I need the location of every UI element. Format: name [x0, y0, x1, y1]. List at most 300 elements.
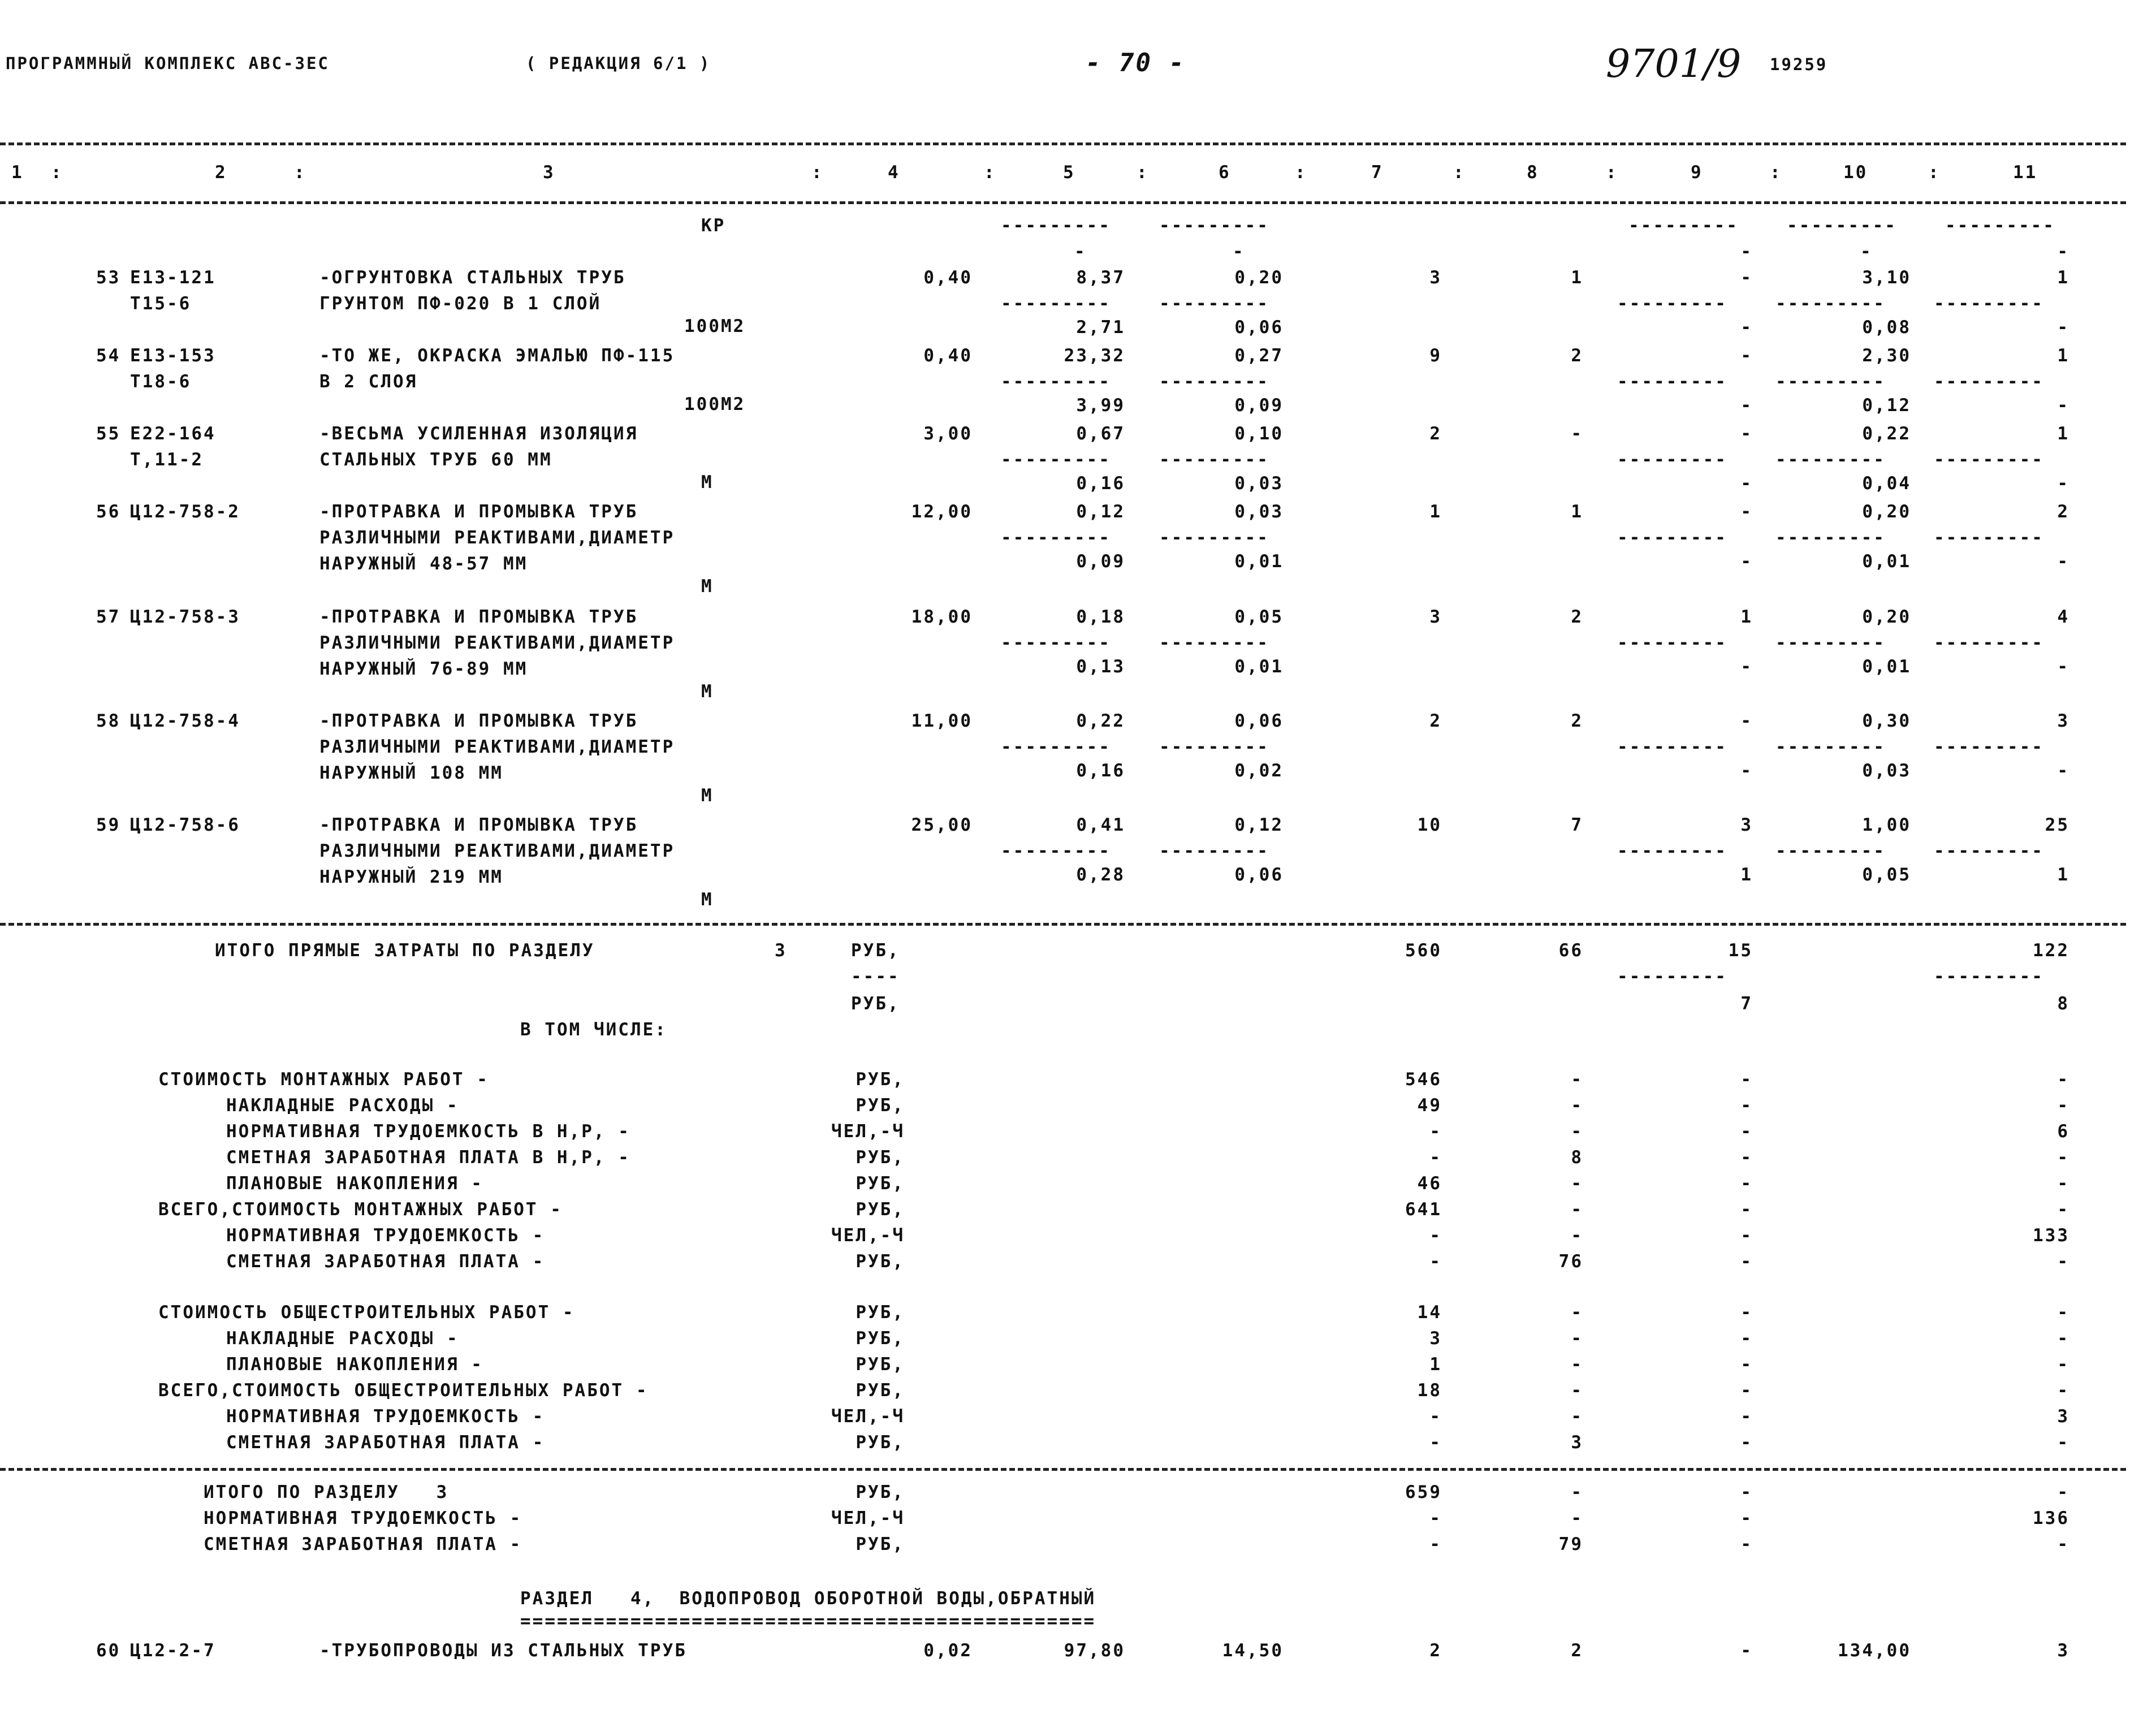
- col10-separator: ---------: [1787, 215, 1897, 236]
- col10-separator: ---------: [1775, 293, 1886, 314]
- summary-col8: -: [1571, 1406, 1583, 1427]
- item-col5-second: 0,16: [1076, 761, 1125, 781]
- item-code: Е22-164: [130, 424, 216, 444]
- summary-col9: -: [1740, 1147, 1753, 1168]
- item-col6: 0,05: [1234, 607, 1284, 627]
- col-header-4: 4: [888, 162, 900, 183]
- col5-separator: ---------: [1001, 841, 1111, 861]
- item-code: Т18-6: [130, 372, 192, 392]
- col9-dash: -: [1740, 241, 1753, 262]
- section-total-col8: 66: [1558, 940, 1583, 961]
- item-unit: М: [701, 681, 714, 702]
- summary-col8: -: [1571, 1328, 1583, 1349]
- item-col11-second: -: [2057, 473, 2069, 494]
- col-header-8: 8: [1527, 162, 1539, 183]
- section-total-unit: РУБ,: [851, 940, 900, 961]
- handwritten-code: 9701/9: [1606, 42, 1742, 87]
- col9-separator: ---------: [1628, 215, 1739, 236]
- summary-label: СМЕТНАЯ ЗАРАБОТНАЯ ПЛАТА -: [226, 1251, 545, 1272]
- summary-col9: -: [1740, 1534, 1753, 1554]
- item-col10: 134,00: [1838, 1640, 1911, 1661]
- edition-label: ( РЕДАКЦИЯ 6/1 ): [526, 54, 711, 73]
- item-col9-second: -: [1740, 395, 1753, 416]
- item-col7: 2: [1429, 424, 1442, 444]
- item-col11-second: -: [2057, 317, 2069, 338]
- col5-separator: ---------: [1001, 450, 1111, 470]
- item-col8: 2: [1571, 1640, 1583, 1661]
- col-header-11: 11: [2013, 162, 2038, 183]
- item-description: -ВЕСЬМА УСИЛЕННАЯ ИЗОЛЯЦИЯ: [319, 424, 638, 444]
- item-col11: 4: [2057, 607, 2069, 627]
- item-quantity: 0,40: [923, 346, 973, 366]
- item-col8: 7: [1571, 815, 1583, 835]
- col-header-9: 9: [1691, 162, 1703, 183]
- summary-col7: -: [1429, 1534, 1442, 1554]
- col10-dash: -: [1860, 241, 1873, 262]
- item-quantity: 11,00: [911, 711, 973, 731]
- item-quantity: 0,02: [923, 1640, 973, 1661]
- item-description: -ПРОТРАВКА И ПРОМЫВКА ТРУБ: [319, 711, 638, 731]
- col5-dash: -: [1074, 241, 1087, 262]
- summary-unit: ЧЕЛ,-Ч: [831, 1406, 905, 1427]
- item-description: РАЗЛИЧНЫМИ РЕАКТИВАМИ,ДИАМЕТР: [319, 633, 675, 653]
- col10-separator: ---------: [1775, 450, 1886, 470]
- item-col5-second: 0,28: [1076, 865, 1125, 885]
- item-col10: 0,20: [1862, 607, 1911, 627]
- col11-separator: ---------: [1934, 633, 2044, 653]
- item-col11: 2: [2057, 502, 2069, 522]
- item-col11: 3: [2057, 1640, 2069, 1661]
- col11-separator: ---------: [1934, 293, 2044, 314]
- summary-col7: 1: [1429, 1354, 1442, 1375]
- summary-col11: 136: [2033, 1508, 2069, 1528]
- summary-col9: -: [1740, 1173, 1753, 1194]
- item-col8: 1: [1571, 267, 1583, 288]
- col11-separator: ---------: [1945, 215, 2055, 236]
- item-quantity: 12,00: [911, 502, 973, 522]
- item-col6: 0,03: [1234, 502, 1284, 522]
- summary-col9: -: [1740, 1069, 1753, 1090]
- summary-label: СТОИМОСТЬ ОБЩЕСТРОИТЕЛЬНЫХ РАБОТ -: [158, 1302, 575, 1323]
- item-col7: 10: [1417, 815, 1442, 835]
- summary-unit: ЧЕЛ,-Ч: [831, 1508, 905, 1528]
- item-col5-second: 3,99: [1076, 395, 1125, 416]
- item-col8: -: [1571, 424, 1583, 444]
- summary-col8: -: [1571, 1069, 1583, 1090]
- summary-unit: РУБ,: [856, 1534, 905, 1554]
- summary-col9: -: [1740, 1482, 1753, 1502]
- summary-col8: -: [1571, 1482, 1583, 1502]
- item-number: 57: [96, 607, 121, 627]
- item-number: 54: [96, 346, 121, 366]
- summary-col11: -: [2057, 1251, 2069, 1272]
- summary-col7: 641: [1405, 1199, 1442, 1220]
- item-col7: 3: [1429, 607, 1442, 627]
- summary-col9: -: [1740, 1406, 1753, 1427]
- item-col6: 0,20: [1234, 267, 1284, 288]
- item-code: Е13-153: [130, 346, 216, 366]
- col-sep: :: [1606, 162, 1618, 183]
- section-total-col9-separator: ---------: [1617, 966, 1727, 987]
- summary-unit: РУБ,: [856, 1199, 905, 1220]
- item-col5: 0,67: [1076, 424, 1125, 444]
- summary-label: НАКЛАДНЫЕ РАСХОДЫ -: [226, 1328, 459, 1349]
- summary-col11: -: [2057, 1302, 2069, 1323]
- item-unit: М: [701, 785, 714, 806]
- summary-col8: -: [1571, 1095, 1583, 1116]
- item-col11: 25: [2045, 815, 2069, 835]
- item-col11-second: -: [2057, 395, 2069, 416]
- item-description: ГРУНТОМ ПФ-020 В 1 СЛОЙ: [319, 293, 602, 314]
- summary-col7: 546: [1405, 1069, 1442, 1090]
- col5-separator: ---------: [1001, 372, 1111, 392]
- summary-label: СМЕТНАЯ ЗАРАБОТНАЯ ПЛАТА -: [226, 1432, 545, 1453]
- summary-unit: ЧЕЛ,-Ч: [831, 1225, 905, 1246]
- item-col9-second: 1: [1740, 865, 1753, 885]
- summary-col9: -: [1740, 1121, 1753, 1142]
- col11-separator: ---------: [1934, 450, 2044, 470]
- item-description: -ТРУБОПРОВОДЫ ИЗ СТАЛЬНЫХ ТРУБ: [319, 1640, 687, 1661]
- col10-separator: ---------: [1775, 737, 1886, 757]
- col-header-3: 3: [543, 162, 555, 183]
- item-quantity: 18,00: [911, 607, 973, 627]
- item-code: Т15-6: [130, 293, 192, 314]
- summary-col8: -: [1571, 1225, 1583, 1246]
- item-col7: 1: [1429, 502, 1442, 522]
- item-number: 53: [96, 267, 121, 288]
- col-header-5: 5: [1063, 162, 1075, 183]
- summary-col7: 18: [1417, 1380, 1442, 1401]
- item-col10-second: 0,04: [1862, 473, 1911, 494]
- col6-separator: ---------: [1159, 633, 1269, 653]
- item-col5: 23,32: [1064, 346, 1125, 366]
- item-col7: 3: [1429, 267, 1442, 288]
- summary-col11: -: [2057, 1147, 2069, 1168]
- summary-unit: РУБ,: [856, 1482, 905, 1502]
- document-number: 19259: [1770, 55, 1828, 74]
- summary-col7: 3: [1429, 1328, 1442, 1349]
- col10-separator: ---------: [1775, 528, 1886, 548]
- col11-separator: ---------: [1934, 841, 2044, 861]
- item-col9-second: -: [1740, 657, 1753, 677]
- item-col10-second: 0,01: [1862, 657, 1911, 677]
- item-col10-second: 0,05: [1862, 865, 1911, 885]
- item-number: 56: [96, 502, 121, 522]
- final-total-rule: [0, 1468, 2126, 1471]
- col-header-10: 10: [1843, 162, 1868, 183]
- item-col11: 3: [2057, 711, 2069, 731]
- summary-col7: 14: [1417, 1302, 1442, 1323]
- summary-col11: 3: [2057, 1406, 2069, 1427]
- summary-col11: -: [2057, 1095, 2069, 1116]
- item-col6-second: 0,01: [1234, 551, 1284, 572]
- col-sep: :: [51, 162, 63, 183]
- col5-separator: ---------: [1001, 633, 1111, 653]
- col9-separator: ---------: [1617, 450, 1727, 470]
- item-unit: 100М2: [684, 316, 746, 336]
- item-col10-second: 0,01: [1862, 551, 1911, 572]
- item-col9: -: [1740, 424, 1753, 444]
- col-header-6: 6: [1219, 162, 1231, 183]
- summary-col9: -: [1740, 1354, 1753, 1375]
- col11-separator: ---------: [1934, 528, 2044, 548]
- summary-col9: -: [1740, 1225, 1753, 1246]
- col-sep: :: [1295, 162, 1307, 183]
- summary-col8: -: [1571, 1173, 1583, 1194]
- item-col10: 0,30: [1862, 711, 1911, 731]
- col10-separator: ---------: [1775, 841, 1886, 861]
- item-unit: М: [701, 889, 714, 910]
- item-description: -ТО ЖЕ, ОКРАСКА ЭМАЛЬЮ ПФ-115: [319, 346, 675, 366]
- col-sep: :: [1137, 162, 1149, 183]
- program-title: ПРОГРАММНЫЙ КОМПЛЕКС АВС-3ЕС: [6, 54, 330, 73]
- summary-col11: -: [2057, 1432, 2069, 1453]
- col-sep: :: [1453, 162, 1466, 183]
- item-col9-second: -: [1740, 761, 1753, 781]
- item-col10: 3,10: [1862, 267, 1911, 288]
- summary-unit: РУБ,: [856, 1380, 905, 1401]
- summary-col7: -: [1429, 1508, 1442, 1528]
- col10-separator: ---------: [1775, 633, 1886, 653]
- summary-label: ВСЕГО,СТОИМОСТЬ МОНТАЖНЫХ РАБОТ -: [158, 1199, 563, 1220]
- summary-label: СМЕТНАЯ ЗАРАБОТНАЯ ПЛАТА В Н,Р, -: [226, 1147, 630, 1168]
- summary-col11: -: [2057, 1354, 2069, 1375]
- summary-unit: ЧЕЛ,-Ч: [831, 1121, 905, 1142]
- item-col5-second: 0,16: [1076, 473, 1125, 494]
- col9-separator: ---------: [1617, 737, 1727, 757]
- section-total-unit-separator: ----: [851, 966, 900, 987]
- item-description: -ПРОТРАВКА И ПРОМЫВКА ТРУБ: [319, 502, 638, 522]
- col6-separator: ---------: [1159, 528, 1269, 548]
- summary-col7: -: [1429, 1147, 1442, 1168]
- summary-col9: -: [1740, 1095, 1753, 1116]
- col6-separator: ---------: [1159, 450, 1269, 470]
- col9-separator: ---------: [1617, 841, 1727, 861]
- item-code: Ц12-758-4: [130, 711, 240, 731]
- summary-col7: -: [1429, 1121, 1442, 1142]
- item-col5: 0,41: [1076, 815, 1125, 835]
- item-col5-second: 0,13: [1076, 657, 1125, 677]
- section-total-col7: 560: [1405, 940, 1442, 961]
- item-col10-second: 0,12: [1862, 395, 1911, 416]
- item-col9: -: [1740, 346, 1753, 366]
- summary-col8: -: [1571, 1354, 1583, 1375]
- col11-separator: ---------: [1934, 737, 2044, 757]
- item-col9-second: -: [1740, 473, 1753, 494]
- col5-separator: ---------: [1001, 737, 1111, 757]
- item-col11: 1: [2057, 424, 2069, 444]
- summary-col8: 79: [1558, 1534, 1583, 1554]
- item-number: 59: [96, 815, 121, 835]
- summary-col8: -: [1571, 1508, 1583, 1528]
- item-code: Ц12-758-3: [130, 607, 240, 627]
- item-col6-second: 0,03: [1234, 473, 1284, 494]
- including-label: В ТОМ ЧИСЛЕ:: [520, 1020, 667, 1040]
- col6-separator: ---------: [1159, 372, 1269, 392]
- summary-unit: РУБ,: [856, 1069, 905, 1090]
- summary-col9: -: [1740, 1328, 1753, 1349]
- col6-separator: ---------: [1159, 841, 1269, 861]
- item-description: НАРУЖНЫЙ 48-57 ММ: [319, 554, 528, 574]
- summary-col9: -: [1740, 1380, 1753, 1401]
- item-col5: 97,80: [1064, 1640, 1125, 1661]
- col5-separator: ---------: [1001, 215, 1111, 236]
- item-description: В 2 СЛОЯ: [319, 372, 418, 392]
- summary-label: СТОИМОСТЬ МОНТАЖНЫХ РАБОТ -: [158, 1069, 489, 1090]
- col-header-1: 1: [11, 162, 24, 183]
- col9-separator: ---------: [1617, 528, 1727, 548]
- col-sep: :: [1770, 162, 1782, 183]
- item-col11: 1: [2057, 267, 2069, 288]
- summary-label: ПЛАНОВЫЕ НАКОПЛЕНИЯ -: [226, 1354, 483, 1375]
- item-col9: -: [1740, 502, 1753, 522]
- summary-label: НОРМАТИВНАЯ ТРУДОЕМКОСТЬ -: [226, 1406, 545, 1427]
- col5-separator: ---------: [1001, 528, 1111, 548]
- item-unit: М: [701, 576, 714, 597]
- summary-col9: -: [1740, 1302, 1753, 1323]
- item-unit: 100М2: [684, 394, 746, 414]
- item-col8: 2: [1571, 346, 1583, 366]
- summary-unit: РУБ,: [856, 1354, 905, 1375]
- summary-label: НОРМАТИВНАЯ ТРУДОЕМКОСТЬ В Н,Р, -: [226, 1121, 630, 1142]
- col-sep: :: [1928, 162, 1941, 183]
- col9-separator: ---------: [1617, 372, 1727, 392]
- summary-unit: РУБ,: [856, 1328, 905, 1349]
- item-description: НАРУЖНЫЙ 108 ММ: [319, 763, 503, 783]
- col9-separator: ---------: [1617, 633, 1727, 653]
- item-col6-second: 0,09: [1234, 395, 1284, 416]
- item-col8: 1: [1571, 502, 1583, 522]
- summary-label: ВСЕГО,СТОИМОСТЬ ОБЩЕСТРОИТЕЛЬНЫХ РАБОТ -: [158, 1380, 649, 1401]
- item-col6: 0,27: [1234, 346, 1284, 366]
- item-col9-second: -: [1740, 551, 1753, 572]
- col6-separator: ---------: [1159, 293, 1269, 314]
- summary-col8: -: [1571, 1199, 1583, 1220]
- summary-col9: -: [1740, 1508, 1753, 1528]
- col-sep: :: [984, 162, 996, 183]
- summary-col8: -: [1571, 1121, 1583, 1142]
- col-sep: :: [811, 162, 824, 183]
- item-description: НАРУЖНЫЙ 76-89 ММ: [319, 659, 528, 679]
- item-description: РАЗЛИЧНЫМИ РЕАКТИВАМИ,ДИАМЕТР: [319, 528, 675, 548]
- col6-dash: -: [1233, 241, 1245, 262]
- item-col9: -: [1740, 267, 1753, 288]
- summary-col11: -: [2057, 1534, 2069, 1554]
- summary-col8: -: [1571, 1380, 1583, 1401]
- summary-col9: -: [1740, 1432, 1753, 1453]
- col9-separator: ---------: [1617, 293, 1727, 314]
- summary-col8: 8: [1571, 1147, 1583, 1168]
- summary-label: НАКЛАДНЫЕ РАСХОДЫ -: [226, 1095, 459, 1116]
- summary-col7: -: [1429, 1432, 1442, 1453]
- item-number: 60: [96, 1640, 121, 1661]
- summary-unit: РУБ,: [856, 1095, 905, 1116]
- summary-col7: -: [1429, 1251, 1442, 1272]
- item-col5-second: 2,71: [1076, 317, 1125, 338]
- section-total-col11-second: 8: [2057, 994, 2069, 1014]
- summary-unit: РУБ,: [856, 1432, 905, 1453]
- item-col10-second: 0,03: [1862, 761, 1911, 781]
- summary-col11: -: [2057, 1328, 2069, 1349]
- item-col9-second: -: [1740, 317, 1753, 338]
- section-total-unit-2: РУБ,: [851, 994, 900, 1014]
- item-description: СТАЛЬНЫХ ТРУБ 60 ММ: [319, 450, 552, 470]
- item-number: 58: [96, 711, 121, 731]
- summary-label: НОРМАТИВНАЯ ТРУДОЕМКОСТЬ -: [204, 1508, 522, 1528]
- col6-separator: ---------: [1159, 737, 1269, 757]
- summary-col11: -: [2057, 1482, 2069, 1502]
- item-col6: 0,06: [1234, 711, 1284, 731]
- item-col10: 0,22: [1862, 424, 1911, 444]
- col11-dash: -: [2057, 241, 2069, 262]
- item-col10: 1,00: [1862, 815, 1911, 835]
- summary-label: ПЛАНОВЫЕ НАКОПЛЕНИЯ -: [226, 1173, 483, 1194]
- item-col5: 0,22: [1076, 711, 1125, 731]
- item-col6-second: 0,01: [1234, 657, 1284, 677]
- col5-separator: ---------: [1001, 293, 1111, 314]
- item-col9: 3: [1740, 815, 1753, 835]
- summary-col11: -: [2057, 1199, 2069, 1220]
- section-total-col9-second: 7: [1740, 994, 1753, 1014]
- summary-col9: -: [1740, 1199, 1753, 1220]
- item-description: РАЗЛИЧНЫМИ РЕАКТИВАМИ,ДИАМЕТР: [319, 841, 675, 861]
- item-code: Ц12-758-6: [130, 815, 240, 835]
- item-col6: 14,50: [1222, 1640, 1284, 1661]
- item-code: Ц12-2-7: [130, 1640, 216, 1661]
- item-col8: 2: [1571, 607, 1583, 627]
- col-sep: :: [294, 162, 306, 183]
- section-total-col11: 122: [2033, 940, 2069, 961]
- item-code: Т,11-2: [130, 450, 204, 470]
- item-col11: 1: [2057, 346, 2069, 366]
- item-col10: 2,30: [1862, 346, 1911, 366]
- col6-separator: ---------: [1159, 215, 1269, 236]
- summary-unit: РУБ,: [856, 1173, 905, 1194]
- summary-col11: 133: [2033, 1225, 2069, 1246]
- summary-label: ИТОГО ПО РАЗДЕЛУ 3: [204, 1482, 449, 1502]
- item-number: 55: [96, 424, 121, 444]
- section-total-col9: 15: [1728, 940, 1753, 961]
- summary-unit: РУБ,: [856, 1147, 905, 1168]
- item-description: НАРУЖНЫЙ 219 ММ: [319, 867, 503, 887]
- col11-separator: ---------: [1934, 372, 2044, 392]
- summary-col11: 6: [2057, 1121, 2069, 1142]
- item-description: РАЗЛИЧНЫМИ РЕАКТИВАМИ,ДИАМЕТР: [319, 737, 675, 757]
- item-col10-second: 0,08: [1862, 317, 1911, 338]
- item-description: -ОГРУНТОВКА СТАЛЬНЫХ ТРУБ: [319, 267, 626, 288]
- item-col9: -: [1740, 1640, 1753, 1661]
- item-col11-second: 1: [2057, 865, 2069, 885]
- summary-col8: 3: [1571, 1432, 1583, 1453]
- summary-col7: 46: [1417, 1173, 1442, 1194]
- item-description: -ПРОТРАВКА И ПРОМЫВКА ТРУБ: [319, 815, 638, 835]
- summary-col8: 76: [1558, 1251, 1583, 1272]
- summary-col7: 659: [1405, 1482, 1442, 1502]
- item-col5: 8,37: [1076, 267, 1125, 288]
- item-col7: 2: [1429, 711, 1442, 731]
- item-col10: 0,20: [1862, 502, 1911, 522]
- summary-col7: -: [1429, 1406, 1442, 1427]
- item-col6-second: 0,06: [1234, 317, 1284, 338]
- col-header-2: 2: [215, 162, 227, 183]
- col10-separator: ---------: [1775, 372, 1886, 392]
- summary-col11: -: [2057, 1069, 2069, 1090]
- item-col6: 0,10: [1234, 424, 1284, 444]
- item-col11-second: -: [2057, 761, 2069, 781]
- section-total-label: ИТОГО ПРЯМЫЕ ЗАТРАТЫ ПО РАЗДЕЛУ: [215, 940, 595, 961]
- item-col7: 2: [1429, 1640, 1442, 1661]
- item-quantity: 25,00: [911, 815, 973, 835]
